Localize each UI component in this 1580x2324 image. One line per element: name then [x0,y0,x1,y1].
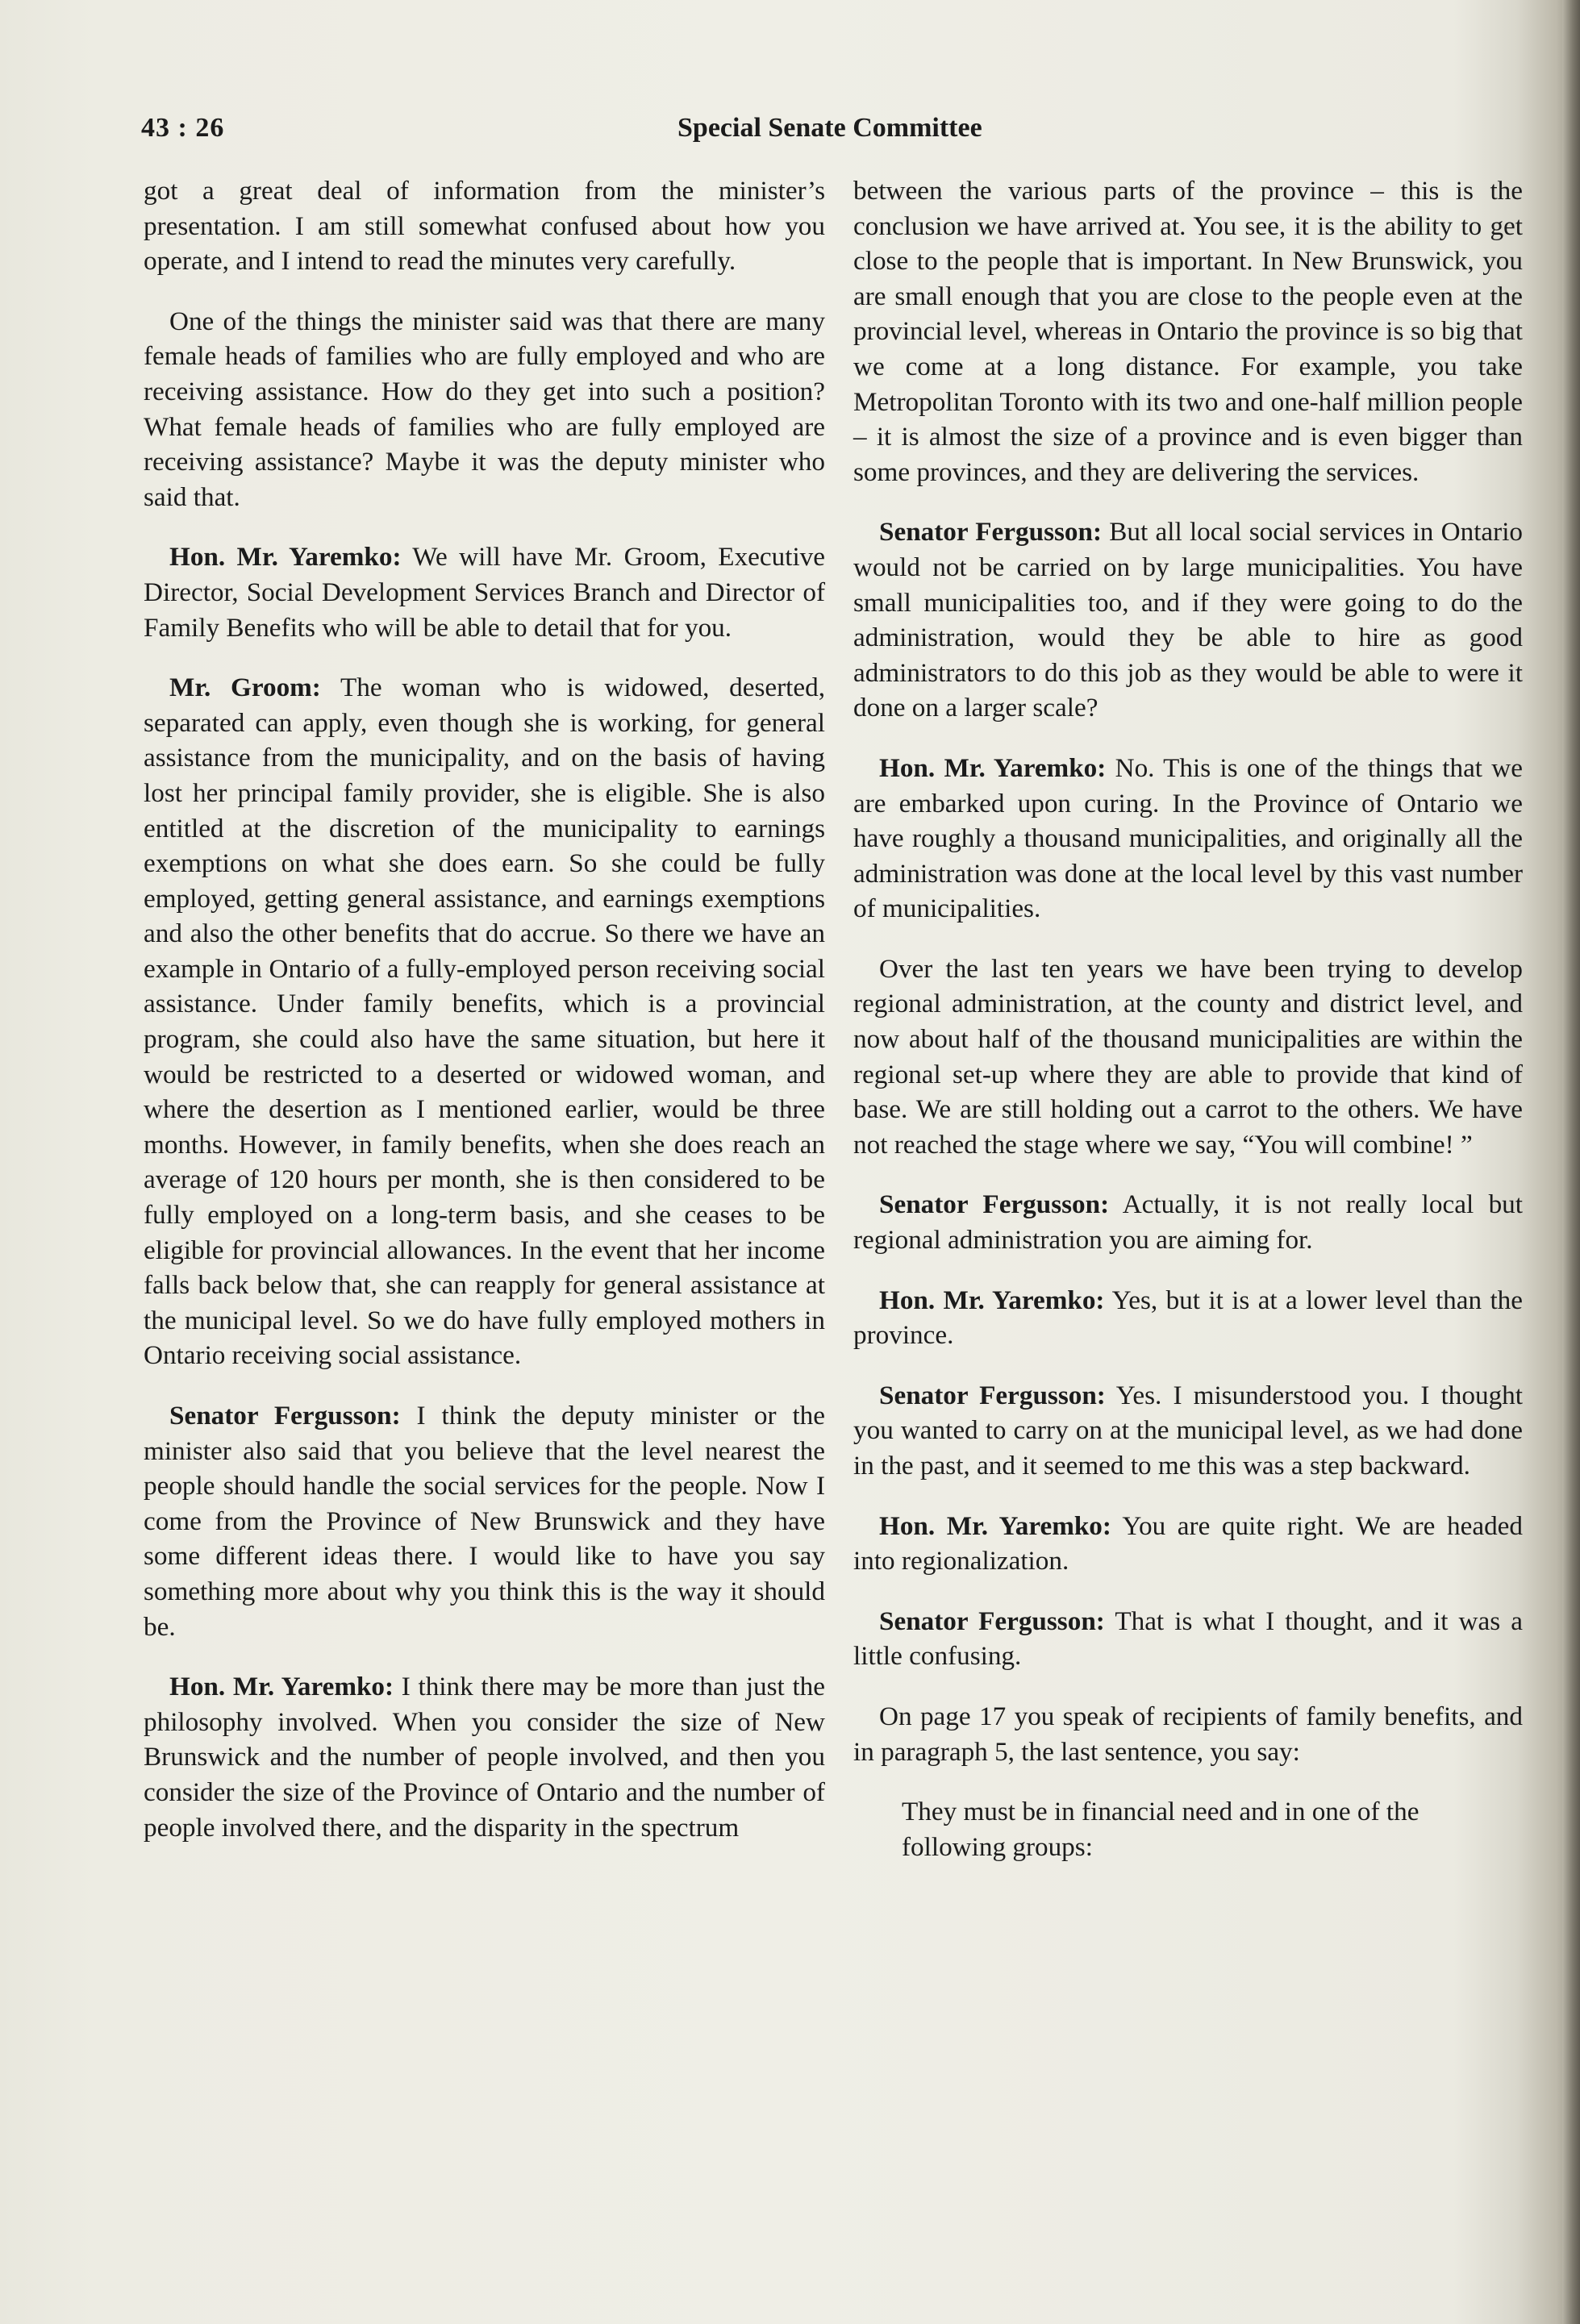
speaker-name: Senator Fergusson: [879,1606,1105,1636]
paragraph [853,1187,1523,1257]
paragraph [853,751,1523,927]
speaker-name: Mr. Groom: [169,673,321,703]
paragraph [144,304,825,515]
speaker-name: Senator Fergusson: [169,1401,401,1431]
paragraph-text: We will have Mr. Groom, Executive Director, Social Development Services Branch and Director of Family Benefits who will be able to detail that for you. [144,542,825,643]
right-column [853,173,1523,1889]
block-quote [902,1794,1523,1864]
paragraph [853,514,1523,726]
paragraph-text: Yes. I misunderstood you. I thought you wanted to carry on at the municipal level, as we had done in the past, and it seemed to me this was a step backward. [853,1380,1523,1481]
paragraph-text: I think there may be more than just the philosophy involved. When you consider the size of New Brunswick and the number of people involved, and then you consider the size of the Province of Ontario and the number of people involved there, and the disparity in the spectrum [144,1672,825,1843]
paragraph [853,1699,1523,1769]
running-title: Special Senate Committee [677,113,982,143]
paragraph [853,952,1523,1163]
paragraph [144,173,825,279]
paragraph [853,1509,1523,1579]
paragraph-text: Over the last ten years we have been trying to develop regional administration, at the county and district level, and now about half of the thousand municipalities are within the regional set-up where they are able to provide that kind of base. We are still holding out a carrot to the others. We have not reached the stage where we say, “You will combine! ” [853,953,1523,1160]
speaker-name: Hon. Mr. Yaremko: [879,1285,1105,1315]
paragraph-text: You are quite right. We are headed into regionalization. [853,1510,1523,1576]
paragraph [144,1669,825,1845]
paragraph [144,539,825,645]
paragraph-text: between the various parts of the province – this is the conclusion we have arrived at. You see, it is the ability to get close to the people that is important. In New Brunswick, you are small enough that you are close to the people even at the provincial level, whereas in Ontario the province is so big that we come at a long distance. For example, you take Metropolitan Toronto with its two and one-half million people – it is almost the size of a province and is even bigger than some provinces, and they are delivering the services. [853,176,1523,487]
quote-text: They must be in financial need and in one of the following groups: [902,1797,1419,1862]
paragraph [853,1378,1523,1484]
paragraph-text: One of the things the minister said was that there are many female heads of families who are fully employed and who are receiving assistance. How do they get into such a position? What female heads of families who are fully employed are receiving assistance? Maybe it was the deputy minister who said that. [144,306,825,512]
paragraph-text: That is what I thought, and it was a little confusing. [853,1606,1523,1672]
paragraph-text: I think the deputy minister or the minister also said that you believe that the level nearest the people should handle the social services for the people. Now I come from the Province of New Brunswick and they have some different ideas there. I would like to have you say something more about why you think this is the way it should be. [144,1401,826,1642]
paragraph-text: On page 17 you speak of recipients of family benefits, and in paragraph 5, the last sentence, you say: [853,1701,1523,1767]
paragraph-text: But all local social services in Ontario would not be carried on by large municipalities. You have small municipalities too, and if they were going to do the administration, would they be able to hire as good administrators to do this job as they would be able to were it done on a larger scale? [853,517,1524,723]
paragraph [144,670,825,1373]
page-number: 43 : 26 [141,113,225,143]
speaker-name: Senator Fergusson: [879,1380,1106,1410]
running-header [141,113,1528,148]
paragraph [853,1283,1523,1353]
speaker-name: Hon. Mr. Yaremko: [169,542,402,573]
paragraph [853,173,1523,489]
paragraph-text: No. This is one of the things that we are embarked upon curing. In the Province of Ontario we have roughly a thousand municipalities, and originally all the administration was done at the local level by this vast number of municipalities. [853,752,1523,924]
left-column [144,173,825,1870]
speaker-name: Senator Fergusson: [879,1189,1110,1220]
paragraph-text: The woman who is widowed, deserted, separated can apply, even though she is working, for general assistance from the municipality, and on the basis of having lost her principal family provider, she is eligible. She is also entitled at the discretion of the municipality to earnings exemptions on what she does earn. So she could be fully employed, getting general assistance, and earnings exemptions and also the other benefits that do accrue. So there we have an example in Ontario of a fully-employed person receiving social assistance. Under family benefits, which is a provincial program, she could also have the same situation, but here it would be restricted to a deserted or widowed woman, and where the desertion as I mentioned earlier, would be three months. However, in family benefits, when she does reach an average of 120 hours per month, she is then considered to be fully employed on a long-term basis, and she ceases to be eligible for provincial allowances. In the event that her income falls back below that, she can reapply for general assistance at the municipal level. So we do have fully employed mothers in Ontario receiving social assistance. [144,673,825,1371]
speaker-name: Senator Fergusson: [879,517,1103,548]
paragraph [144,1398,825,1644]
paragraph-text: got a great deal of information from the minister’s presentation. I am still somewhat confused about how you operate, and I intend to read the minutes very carefully. [144,176,825,277]
paragraph-text: Actually, it is not really local but regional administration you are aiming for. [853,1189,1523,1256]
paragraph-text: Yes, but it is at a lower level than the province. [853,1285,1523,1351]
speaker-name: Hon. Mr. Yaremko: [879,752,1107,783]
speaker-name: Hon. Mr. Yaremko: [169,1672,394,1702]
book-spine-edge [1562,0,1580,2324]
paragraph [853,1604,1523,1674]
speaker-name: Hon. Mr. Yaremko: [879,1510,1111,1541]
